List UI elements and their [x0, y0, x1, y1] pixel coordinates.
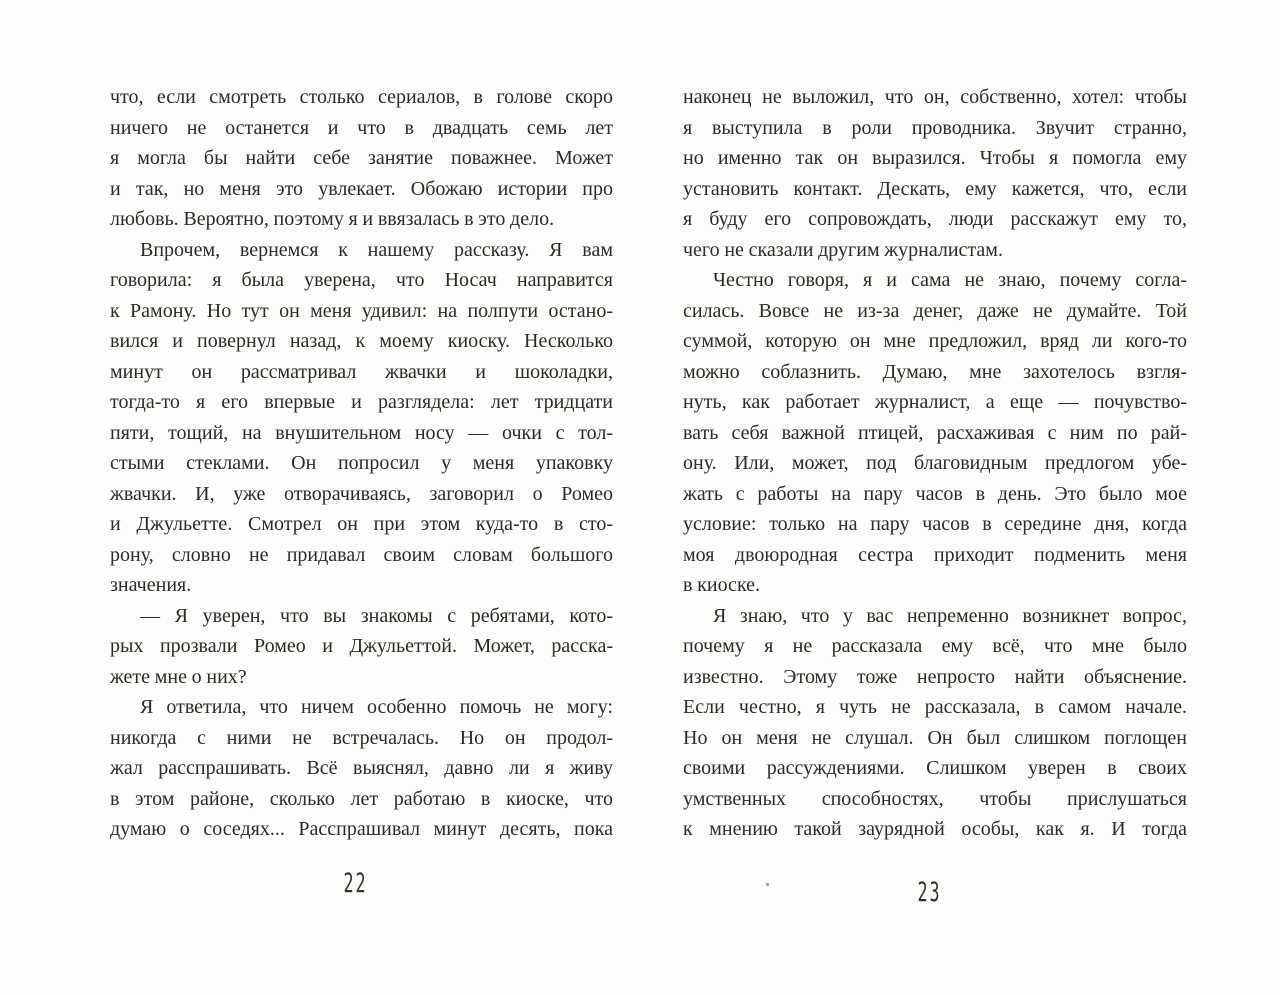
text-line: к мнению такой заурядной особы, как я. И тогда [683, 818, 1187, 840]
text-line: рону, словно не придавал своим словам большого [110, 543, 613, 566]
text-line: суммой, которую он мне предложил, вряд ли кого-то [683, 330, 1187, 352]
text-line: я выступила в роли проводника. Звучит странно, [683, 116, 1187, 139]
text-line: никогда с ними не встречалась. Но он продол- [110, 726, 613, 749]
text-line: наконец не выложил, что он, собственно, хотел: чтобы [683, 86, 1187, 108]
text-line: любовь. Вероятно, поэтому я и ввязалась в это дело. [110, 208, 555, 230]
text-line: ону. Или, может, под благовидным предлогом убе- [683, 452, 1187, 474]
text-line: установить контакт. Дескать, ему кажется, что, если [683, 177, 1187, 200]
text-line: моя двоюродная сестра приходит подменить меня [683, 543, 1187, 566]
text-line: умственных способностях, чтобы прислушаться [683, 787, 1187, 810]
text-line: условие: только на пару часов в середине дня, когда [683, 513, 1187, 535]
text-line: жвачки. И, уже отворачиваясь, заговорил о Ромео [110, 482, 613, 505]
text-line: рых прозвали Ромео и Джульеттой. Может, расска- [110, 635, 613, 657]
text-line: что, если смотреть столько сериалов, в голове скоро [110, 86, 613, 108]
text-line: чего не сказали другим журналистам. [683, 238, 1003, 261]
scan-speck [766, 883, 769, 886]
text-line: — Я уверен, что вы знакомы с ребятами, кото- [140, 604, 613, 627]
text-line: Впрочем, вернемся к нашему рассказу. Я вам [140, 238, 613, 261]
text-line: в этом районе, сколько лет работаю в киоске, что [110, 787, 613, 810]
text-line: думаю о соседях... Расспрашивал минут десять, пока [110, 818, 613, 840]
text-line: и Джульетте. Смотрел он при этом куда-то в сто- [110, 513, 613, 535]
page-number-right: 23 [917, 877, 942, 908]
text-line: своими рассуждениями. Слишком уверен в своих [683, 757, 1187, 779]
text-line: и так, но меня это увлекает. Обожаю истории про [110, 177, 613, 200]
text-line: говорила: я была уверена, что Носач направится [110, 269, 613, 291]
text-line: известно. Этому тоже непросто найти объяснение. [683, 665, 1187, 688]
text-line: жете мне о них? [110, 665, 247, 688]
text-line: вать себя важной птицей, расхаживая с ним по рай- [683, 421, 1187, 444]
text-line: в киоске. [683, 574, 761, 596]
text-line: ничего не останется и что в двадцать семь лет [110, 116, 613, 139]
page-left-text [110, 82, 613, 845]
page-right-text [683, 82, 1187, 845]
text-line: я могла бы найти себе занятие поважнее. Может [110, 147, 613, 169]
text-line: вился и повернул назад, к моему киоску. Несколько [110, 330, 613, 352]
text-line: но именно так он выразился. Чтобы я помогла ему [683, 147, 1187, 169]
text-line: Если честно, я чуть не рассказала, в самом начале. [683, 696, 1187, 718]
text-line: можно соблазнить. Думаю, мне захотелось взгля- [683, 360, 1187, 383]
text-line: нуть, как работает журналист, а еще — почувство- [683, 391, 1187, 413]
text-line: силась. Вовсе не из-за денег, даже не думайте. Той [683, 299, 1187, 322]
text-line: к Рамону. Но тут он меня удивил: на полпути остано- [110, 299, 613, 322]
text-line: значения. [110, 574, 192, 596]
text-line: минут он рассматривал жвачки и шоколадки, [110, 360, 613, 383]
text-line: Я знаю, что у вас непременно возникнет вопрос, [713, 604, 1187, 627]
text-line: Я ответила, что ничем особенно помочь не могу: [140, 696, 613, 718]
text-line: жать с работы на пару часов в день. Это было мое [683, 482, 1187, 505]
text-line: почему я не рассказала ему всё, что мне было [683, 635, 1187, 657]
text-line: Но он меня не слушал. Он был слишком поглощен [683, 726, 1187, 749]
text-line: я буду его сопровождать, люди расскажут ему то, [683, 208, 1187, 230]
text-line: пяти, тощий, на внушительном носу — очки с тол- [110, 421, 613, 444]
text-line: стыми стеклами. Он попросил у меня упаковку [110, 452, 613, 474]
text-line: жал расспрашивать. Всё выяснял, давно ли я живу [110, 757, 613, 779]
text-line: тогда-то я его впервые и разглядела: лет тридцати [110, 391, 613, 413]
page-number-left: 22 [343, 868, 368, 899]
text-line: Честно говоря, я и сама не знаю, почему согла- [713, 269, 1187, 291]
